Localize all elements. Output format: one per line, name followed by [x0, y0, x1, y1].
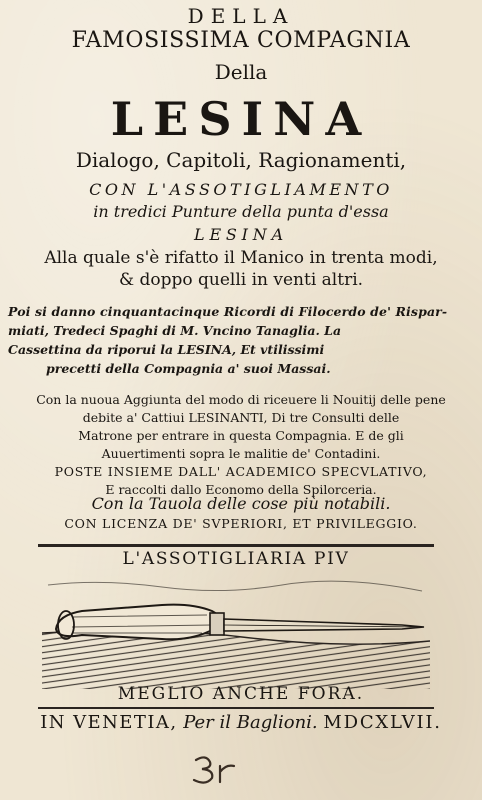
heading-della-lower: Della: [214, 60, 268, 84]
device-motto-bottom: MEGLIO ANCHE FORA.: [117, 684, 365, 704]
venti-altri-line: & doppo quelli in venti altri.: [118, 270, 364, 290]
ricordi-line-1: Poi si danno cinquantacinque Ricordi di Filocerdo de' Rispar-: [8, 304, 448, 319]
imprint: [0, 712, 482, 733]
aggiunta-line-3: Matrone per entrare in questa Compagnia. E de gli: [78, 428, 404, 443]
ricordi-line-2: miati, Tredeci Spaghi di M. Vncino Tanaglia. La: [8, 323, 342, 338]
device-motto-top: L'ASSOTIGLIARIA PIV: [122, 549, 350, 569]
imprint-printer: Per il Baglioni.: [183, 712, 318, 733]
manico-line: Alla quale s'è rifatto il Manico in trenta modi,: [44, 248, 438, 268]
ricordi-line-3: Cassettina da riporui la LESINA, Et vtilissimi: [8, 342, 325, 357]
imprint-place: IN VENETIA,: [40, 712, 178, 733]
aggiunta-line-4: Auuertimenti sopra le malitie de' Contadini.: [101, 446, 381, 461]
ricordi-line-4: precetti della Compagnia a' suoi Massai.: [46, 361, 331, 376]
aggiunta-line-1: Con la nuoua Aggiunta del modo di riceuere li Nouitij delle pene: [36, 392, 446, 407]
assotigliamento-line: CON L'ASSOTIGLIAMENTO: [89, 180, 393, 199]
licenza-line: CON LICENZA DE' SVPERIORI, ET PRIVILEGGIO.: [64, 516, 418, 531]
heading-della: DELLA: [187, 4, 295, 28]
heading-famosissima-compagnia: FAMOSISSIMA COMPAGNIA: [71, 28, 411, 53]
poste-insieme-line: POSTE INSIEME DALL' ACADEMICO SPECVLATIVO,: [54, 464, 428, 479]
lesina-secondary: LESINA: [194, 225, 288, 244]
tredici-punture-line: in tredici Punture della punta d'essa: [93, 202, 389, 221]
aggiunta-line-2: debite a' Cattiui LESINANTI, Di tre Consulti delle: [82, 410, 400, 425]
awl-woodcut-icon: [42, 577, 430, 697]
main-title-lesina: LESINA: [110, 92, 372, 146]
subtitle: Dialogo, Capitoli, Ragionamenti,: [75, 148, 407, 172]
imprint-year: MDCXLVII.: [323, 712, 442, 733]
handwritten-folio-note: [188, 752, 248, 786]
tauola-line: Con la Tauola delle cose più notabili.: [91, 494, 391, 513]
raccolti-line: E raccolti dallo Economo della Spilorceria.: [105, 482, 377, 497]
